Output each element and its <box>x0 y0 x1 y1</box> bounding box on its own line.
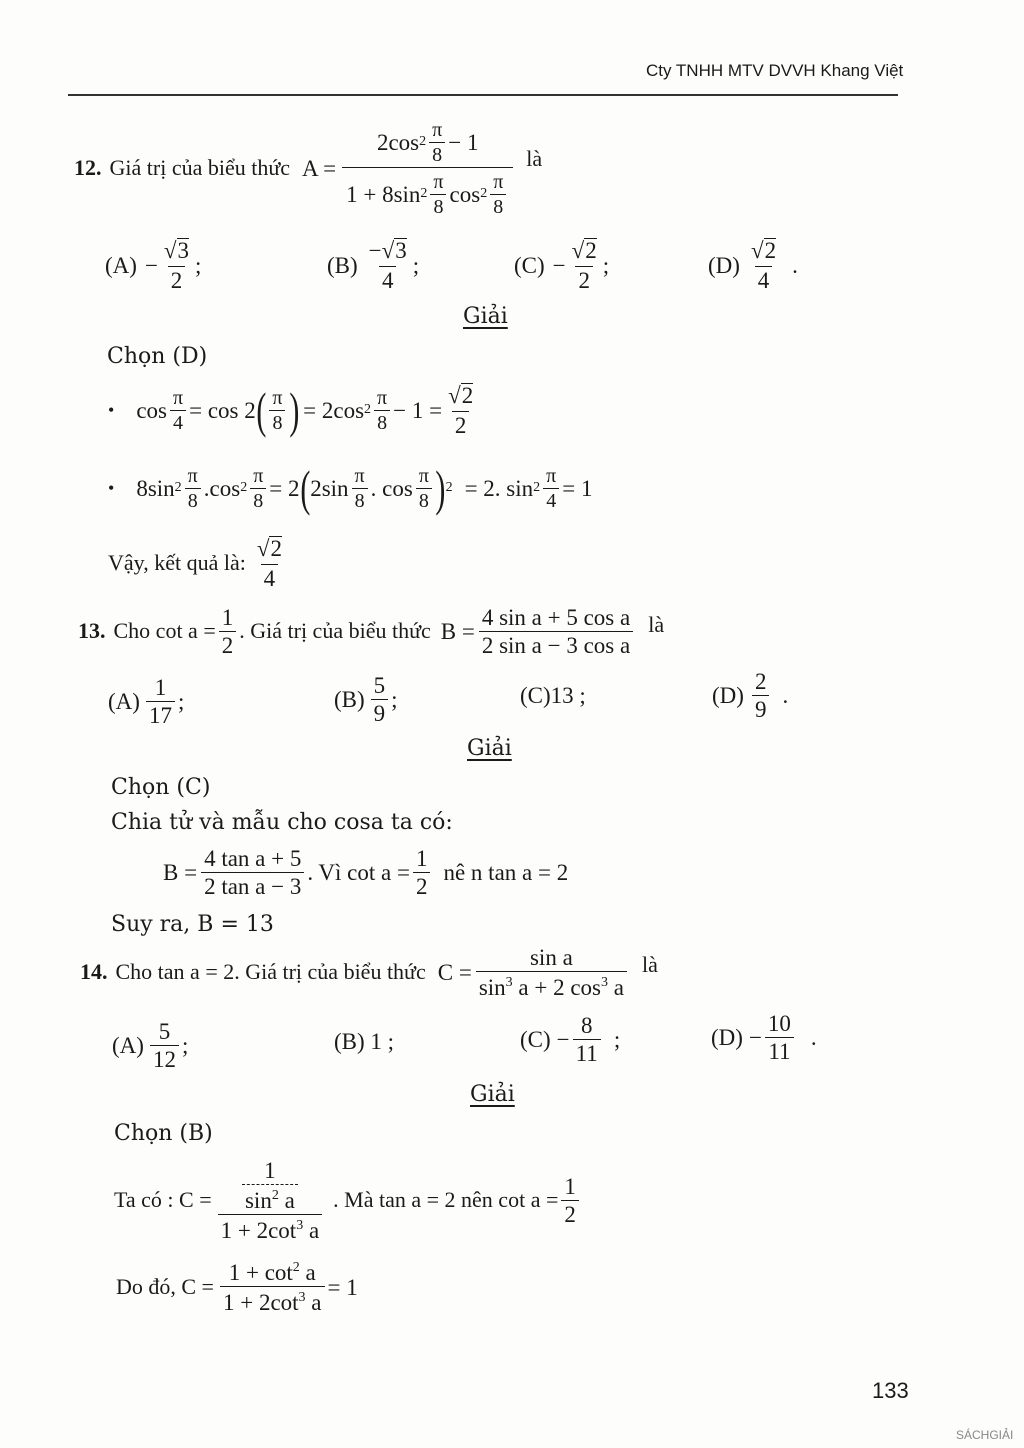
q12-conclusion: Vậy, kết quả là: $\frac{√2}{4}$ <box>108 536 282 591</box>
q14-option-d: (D) − $\frac{10}{11}$ . <box>711 1010 817 1064</box>
q14-option-c: (C) − $\frac{8}{11}$ ; <box>520 1012 621 1066</box>
q13-answer: Chọn (C) <box>111 775 211 800</box>
q13-option-a: (A) $\frac{1}{17}$ ; <box>108 674 185 728</box>
q13-solution-heading: Giải <box>467 736 512 761</box>
question-number: 12. <box>74 155 102 180</box>
q14-step-2: Do đó, C = $\frac{1 + \cot^2 a}{1 + 2\cot^3 a}$ = 1 <box>116 1259 358 1315</box>
question-13: 13. Cho cot a = $\frac{1}{2}$ . Giá trị của biểu thức B = $\frac{\text{4 sin a + 5 cos a}}{\text{2 sin a − 3 cos a}}$ là <box>78 604 665 658</box>
q13-step-1: Chia tử và mẫu cho cosa ta có: <box>111 810 453 835</box>
q13-result: Suy ra, B = 13 <box>111 912 274 937</box>
page-number: 133 <box>872 1378 909 1403</box>
expression-A: 2cos 2 $\frac{\pi}{8}$ − 1 1 + 8sin 2 $\frac{\pi}{8}$ cos 2 $\frac{\pi}{8}$ <box>342 120 513 217</box>
question-12: 12. Giá trị của biểu thức A = 2cos 2 $\frac{\pi}{8}$ − 1 1 + 8sin 2 $\frac{\pi}{8}$ cos 2 $\frac{\pi}{8}$ là <box>74 118 543 218</box>
q14-option-b: (B) 1 ; <box>334 1029 395 1054</box>
q14-step-1: Ta có : C = $\frac{\frac{1}{\sin^2 a}}{1 + 2\cot^3 a}$ . Mà tan a = 2 nên cot a = $\frac{1}{2}$ <box>114 1150 582 1250</box>
header-rule <box>68 94 898 96</box>
q12-option-b: (B) $\frac{-√3}{4}$ ; <box>327 238 420 293</box>
watermark-logo: SÁCHGIẢI <box>956 1428 1014 1442</box>
question-14: 14. Cho tan a = 2. Giá trị của biểu thức C = $\frac{\text{sin a}}{\sin^3 a + 2 \cos^3 a}$ là <box>80 944 658 1000</box>
variable-label: A = <box>302 155 337 181</box>
question-prompt: Giá trị của biểu thức <box>109 155 291 180</box>
q12-step-1: • cos $\frac{\pi}{4}$ = cos 2 ( $\frac{\pi}{8}$ ) = 2cos 2 $\frac{\pi}{8}$ − 1 = $\frac{√2}{2}$ <box>108 382 474 438</box>
publisher-header: Cty TNHH MTV DVVH Khang Việt <box>646 61 904 80</box>
q12-option-c: (C) − $\frac{√2}{2}$ ; <box>514 238 610 293</box>
q12-option-d: (D) $\frac{√2}{4}$ . <box>708 238 798 293</box>
q12-step-2: • 8sin 2 $\frac{\pi}{8}$ .cos 2 $\frac{\pi}{8}$ = 2 ( 2sin $\frac{\pi}{8}$ . cos $\frac{\pi}{8}$ ) 2 = 2. sin 2 $\frac{\pi}{4}$ = 1 <box>108 460 593 516</box>
q12-answer: Chọn (D) <box>107 344 208 369</box>
q13-option-b: (B) $\frac{5}{9}$ ; <box>334 672 398 726</box>
q13-option-d: (D) $\frac{2}{9}$ . <box>712 668 789 722</box>
q14-solution-heading: Giải <box>470 1082 515 1107</box>
q12-solution-heading: Giải <box>463 304 508 329</box>
q12-option-a: (A) − $\frac{√3}{2}$ ; <box>105 238 202 293</box>
q13-option-c: (C)13 ; <box>520 683 586 708</box>
q14-answer: Chọn (B) <box>114 1121 213 1146</box>
q13-step-2: B = $\frac{\text{4 tan a + 5}}{\text{2 tan a − 3}}$ . Vì cot a = $\frac{1}{2}$ nê n tan a = 2 <box>163 845 569 899</box>
q14-option-a: (A) $\frac{5}{12}$ ; <box>112 1018 189 1072</box>
